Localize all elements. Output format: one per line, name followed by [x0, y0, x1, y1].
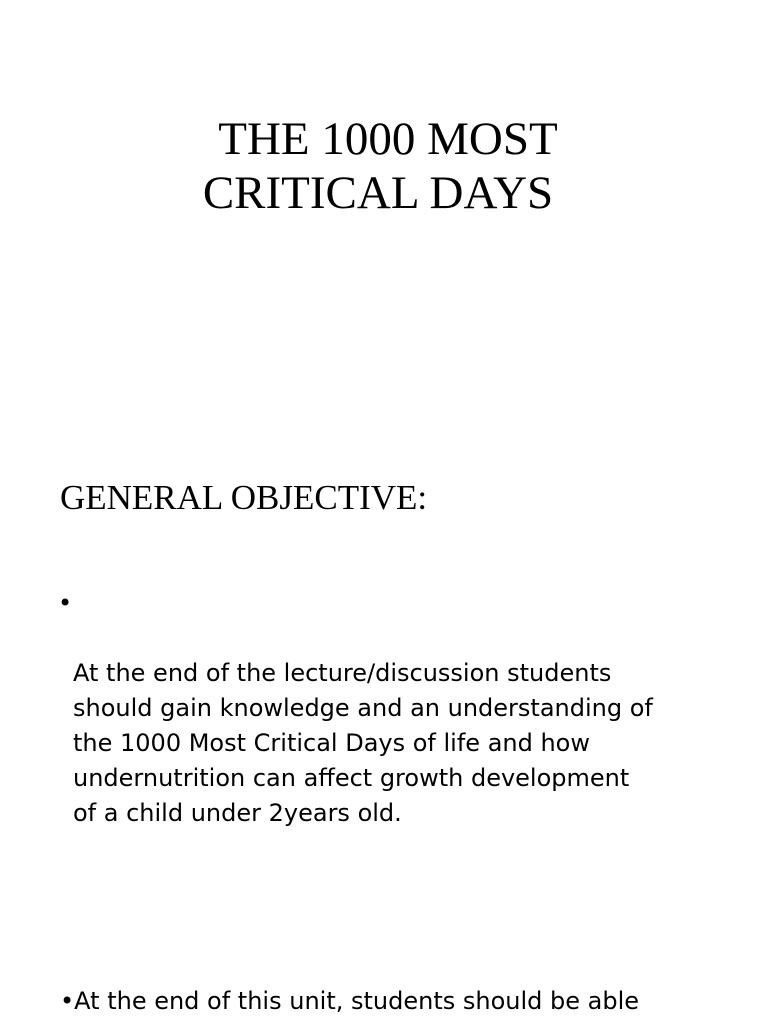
bullet-item	[60, 984, 760, 1019]
section-heading: GENERAL OBJECTIVE:	[60, 478, 428, 517]
slide-title-line-1: THE 1000 MOST	[218, 113, 558, 165]
slide-title	[0, 112, 756, 220]
bullet-dot: •	[58, 589, 73, 617]
bullet-dot: •	[60, 987, 75, 1015]
slide-title-line-2: CRITICAL DAYS	[202, 167, 554, 219]
bullet-text: At the end of the lecture/discussion students should gain knowledge and an understanding of the 1000 Most Critical Days of life and how undernutrition can affect growth development of a child under 2years old.	[73, 659, 653, 827]
bullet-text: At the end of this unit, students should be able	[74, 987, 640, 1015]
bullet-item	[58, 586, 748, 866]
